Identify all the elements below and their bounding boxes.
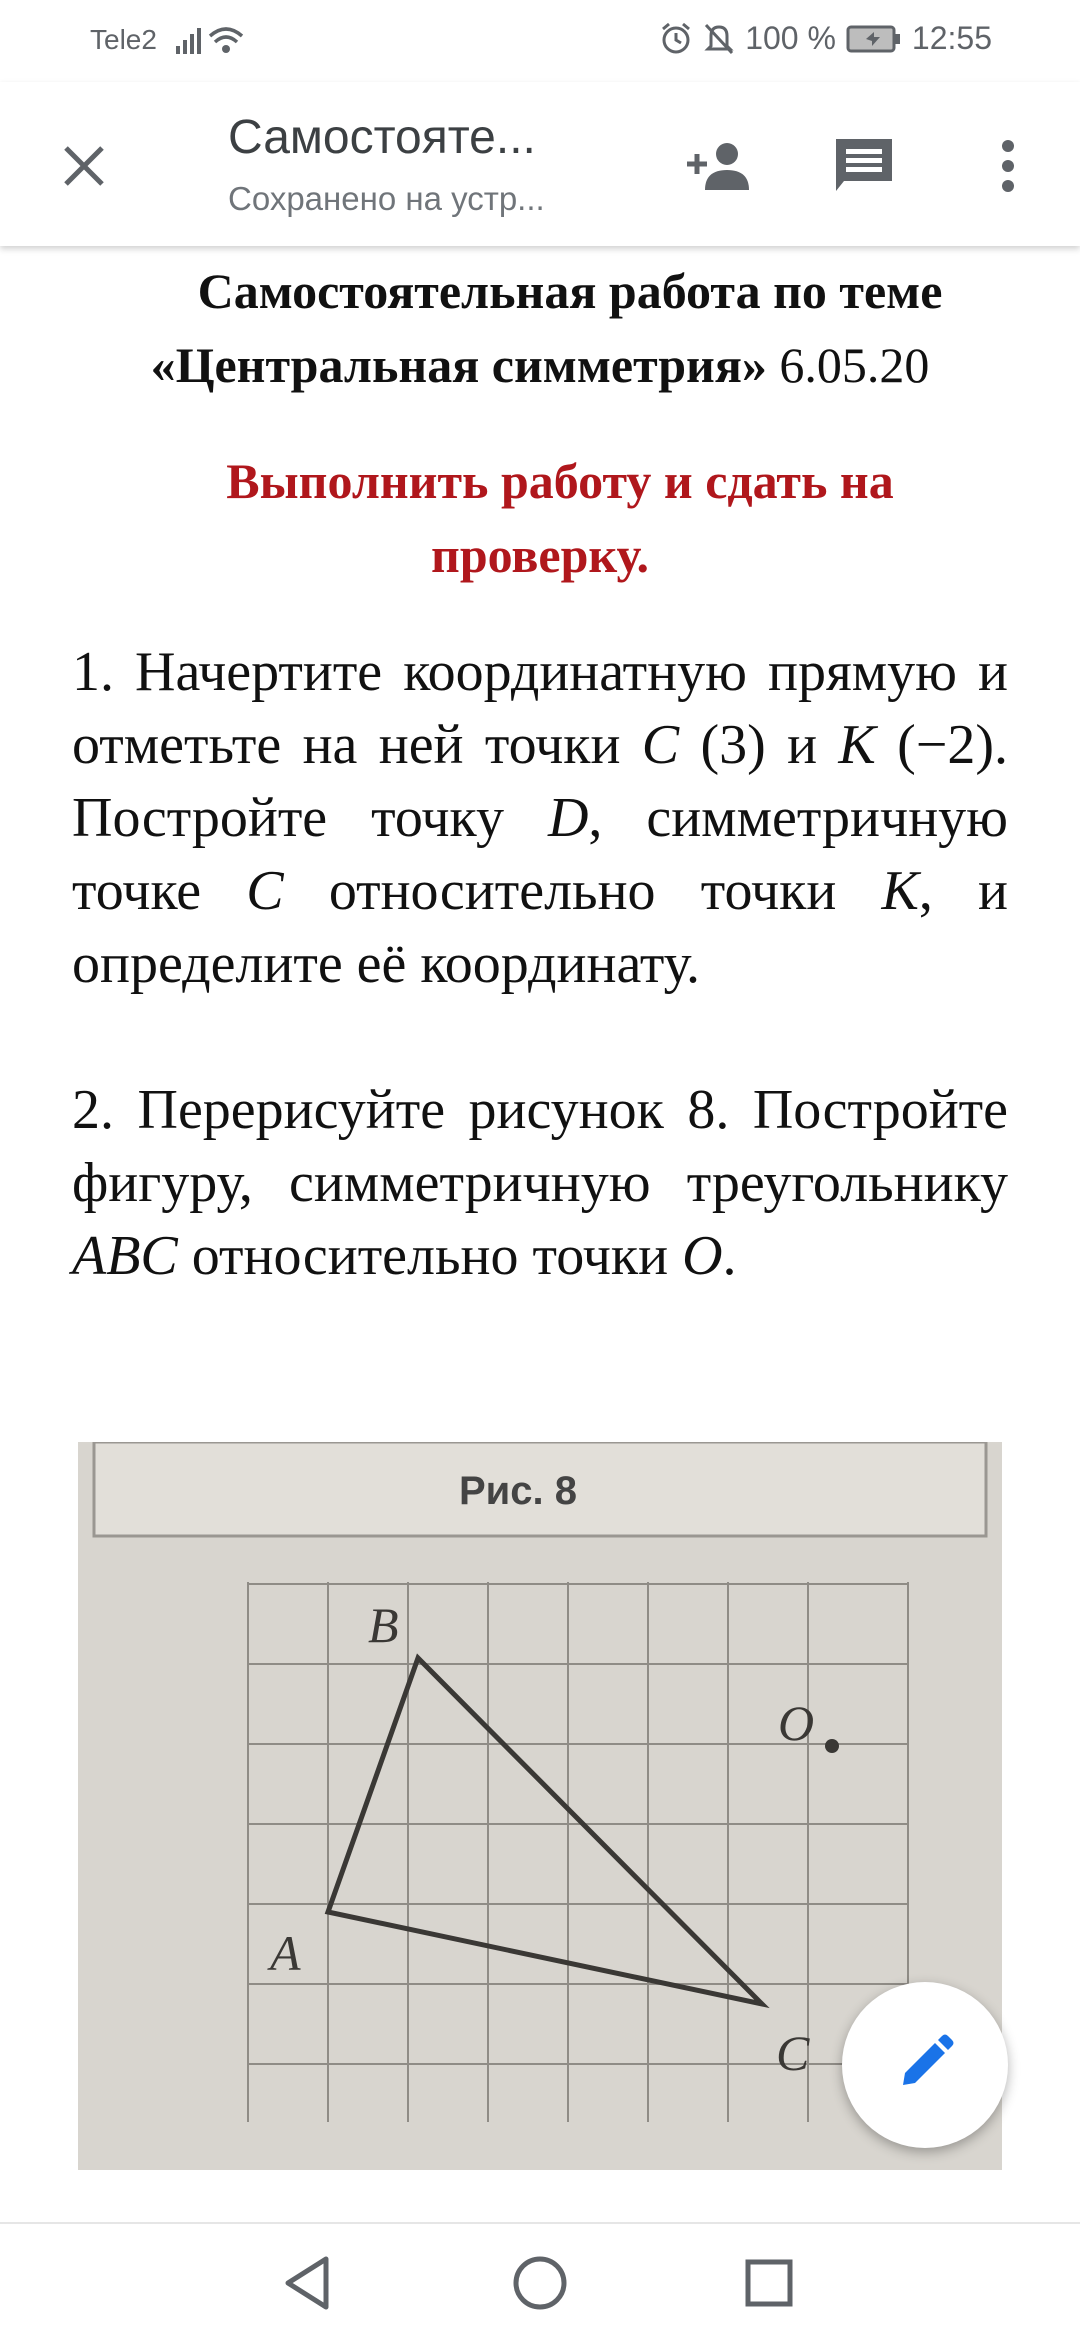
carrier-label: Tele2 xyxy=(90,24,157,55)
document-title: Самостояте... xyxy=(228,111,536,164)
system-nav-bar xyxy=(0,2222,1080,2342)
status-bar xyxy=(0,0,1080,82)
comment-icon xyxy=(832,135,896,202)
battery-percent: 100 % xyxy=(745,20,836,56)
point-c: C xyxy=(246,860,284,922)
instruction-line-1: Выполнить работу и сдать на xyxy=(226,453,894,509)
point-c: C xyxy=(641,714,680,776)
label-b: B xyxy=(368,1597,399,1653)
task1-text: (3) и xyxy=(679,714,839,776)
point-o-dot xyxy=(825,1739,839,1753)
heading-line-2 xyxy=(0,336,1080,394)
nav-recent-button[interactable] xyxy=(734,2250,804,2320)
more-vert-icon xyxy=(1000,140,1016,197)
battery-icon xyxy=(846,24,902,54)
home-circle-icon xyxy=(512,2255,568,2316)
label-c: C xyxy=(776,2025,810,2081)
signal-wifi-icon xyxy=(176,22,254,61)
task2-text: . xyxy=(722,1225,737,1287)
edit-fab-button[interactable] xyxy=(842,1982,1008,2148)
label-a: A xyxy=(270,1925,301,1981)
point-d: D xyxy=(547,787,589,849)
triangle-abc: ABC xyxy=(72,1225,178,1287)
share-button[interactable] xyxy=(680,128,760,208)
app-bar xyxy=(0,82,1080,246)
nav-back-button[interactable] xyxy=(272,2250,342,2320)
clock: 12:55 xyxy=(911,20,992,56)
close-button[interactable] xyxy=(44,128,124,208)
point-k: K xyxy=(881,860,919,922)
document-view[interactable] xyxy=(0,246,1080,2222)
task2-text: относительно точки xyxy=(177,1225,683,1287)
person-add-icon xyxy=(685,140,755,197)
task1-text: 1. Начертите координатную прямую и отметьте на ней точки xyxy=(72,641,1008,776)
task1-text: относительно точки xyxy=(283,860,882,922)
task1-text: , симметричную точке xyxy=(72,787,1008,922)
edit-pencil-icon xyxy=(895,2033,955,2098)
task1-text: (−2). Постройте точку xyxy=(72,714,1008,849)
recent-square-icon xyxy=(744,2258,794,2313)
task-2 xyxy=(72,1074,1008,1293)
close-icon xyxy=(62,144,106,193)
heading-date: 6.05.20 xyxy=(766,337,930,393)
figure-caption: Рис. 8 xyxy=(459,1469,577,1513)
more-options-button[interactable] xyxy=(968,128,1048,208)
point-k: K xyxy=(838,714,876,776)
back-triangle-icon xyxy=(282,2255,332,2316)
heading-topic: «Центральная симметрия» xyxy=(150,337,767,393)
task2-text: 2. Перерисуйте рисунок 8. Постройте фигуру, симметричную треугольнику xyxy=(72,1079,1008,1214)
alarm-icon xyxy=(659,22,693,56)
task1-text: , и определите её координату. xyxy=(72,860,1008,995)
task-1 xyxy=(72,636,1008,1001)
mute-bell-icon xyxy=(703,22,735,56)
nav-home-button[interactable] xyxy=(505,2250,575,2320)
label-o: O xyxy=(778,1695,815,1751)
instruction-line-2: проверку. xyxy=(431,527,649,583)
point-o: O xyxy=(682,1225,723,1287)
status-right xyxy=(659,20,992,57)
comments-button[interactable] xyxy=(824,128,904,208)
heading-line-1: Самостоятельная работа по теме xyxy=(197,263,943,319)
save-status: Сохранено на устр... xyxy=(228,180,545,217)
